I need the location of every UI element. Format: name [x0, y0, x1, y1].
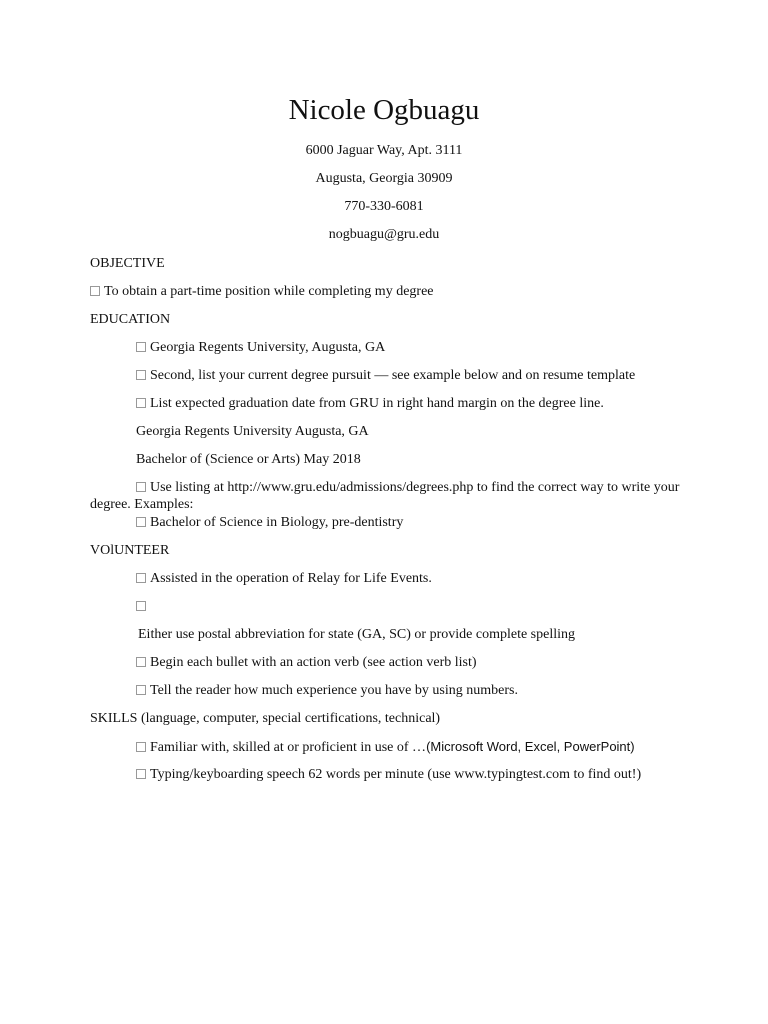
- skills-bullet-1: [136, 738, 635, 757]
- education-example-text: Bachelor of Science in Biology, pre-dentistry: [150, 515, 404, 530]
- objective-heading: OBJECTIVE: [90, 256, 165, 271]
- volunteer-bullet-2: [136, 654, 477, 672]
- education-bullet-3: [136, 395, 604, 413]
- email-address: nogbuagu@gru.edu: [328, 227, 440, 242]
- skills-heading-line: [90, 710, 440, 728]
- volunteer-bullet-3: [136, 682, 518, 700]
- skills-heading-note: (language, computer, special certifications, technical): [140, 711, 441, 726]
- bullet-icon: [136, 657, 146, 667]
- bullet-icon: [136, 601, 146, 611]
- education-listing-line-2: degree. Examples:: [90, 497, 194, 512]
- skills-heading: SKILLS: [90, 711, 138, 726]
- objective-item: [90, 283, 434, 301]
- bullet-icon: [90, 286, 100, 296]
- bullet-icon: [136, 685, 146, 695]
- bullet-icon: [136, 482, 146, 492]
- education-bullet-1: [136, 339, 385, 357]
- education-example: [136, 514, 403, 532]
- volunteer-bullet-2-text: Begin each bullet with an action verb (see action verb list): [150, 655, 477, 670]
- bullet-icon: [136, 370, 146, 380]
- resume-name: Nicole Ogbuagu: [288, 94, 480, 126]
- education-bullet-1-text: Georgia Regents University, Augusta, GA: [150, 340, 386, 355]
- education-bullet-3-text: List expected graduation date from GRU in right hand margin on the degree line.: [150, 396, 604, 411]
- education-bullet-2-text: Second, list your current degree pursuit — see example below and on resume template: [150, 368, 636, 383]
- bullet-icon: [136, 517, 146, 527]
- bullet-icon: [136, 342, 146, 352]
- education-bullet-2: [136, 367, 635, 385]
- skills-bullet-2-text: Typing/keyboarding speech 62 words per minute (use www.typingtest.com to find out!): [150, 767, 642, 782]
- volunteer-bullet-1-text: Assisted in the operation of Relay for Life Events.: [150, 571, 432, 586]
- education-school: Georgia Regents University Augusta, GA: [136, 424, 369, 439]
- volunteer-heading: VOlUNTEER: [90, 543, 170, 558]
- volunteer-empty-bullet: [136, 598, 150, 616]
- bullet-icon: [136, 769, 146, 779]
- skills-bullet-1-suffix: (Microsoft Word, Excel, PowerPoint): [426, 739, 635, 754]
- education-degree: Bachelor of (Science or Arts) May 2018: [136, 452, 361, 467]
- phone-number: 770-330-6081: [344, 199, 424, 214]
- address-line-2: Augusta, Georgia 30909: [315, 171, 453, 186]
- address-line-1: 6000 Jaguar Way, Apt. 3111: [305, 143, 463, 158]
- volunteer-bullet-3-text: Tell the reader how much experience you have by using numbers.: [150, 683, 518, 698]
- bullet-icon: [136, 742, 146, 752]
- bullet-icon: [136, 573, 146, 583]
- education-heading: EDUCATION: [90, 312, 171, 327]
- bullet-icon: [136, 398, 146, 408]
- volunteer-bullet-1: [136, 570, 432, 588]
- skills-bullet-1-prefix: Familiar with, skilled at or proficient in use of …: [150, 740, 427, 755]
- education-listing-text: Use listing at http://www.gru.edu/admissions/degrees.php to find the correct way to write your: [150, 480, 680, 495]
- skills-bullet-2: [136, 766, 641, 784]
- volunteer-note: Either use postal abbreviation for state (GA, SC) or provide complete spelling: [138, 627, 576, 642]
- objective-text: To obtain a part-time position while completing my degree: [104, 284, 434, 299]
- education-listing-line-1: [136, 479, 679, 497]
